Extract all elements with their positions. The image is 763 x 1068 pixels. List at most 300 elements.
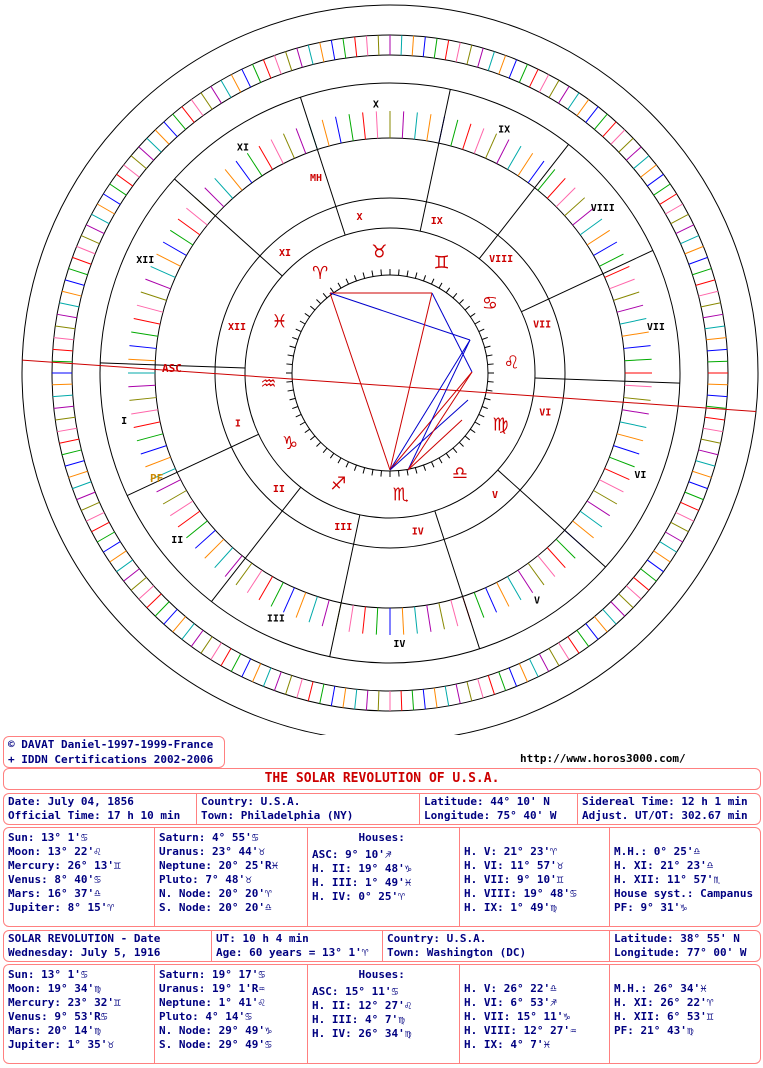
- tick-mark: [57, 428, 77, 431]
- center-tick-mark: [399, 269, 400, 275]
- inner-tick-mark: [620, 319, 646, 325]
- inner-tick-mark: [336, 117, 342, 143]
- zodiac-sign-glyph: ♐: [330, 473, 347, 495]
- tick-mark: [72, 257, 91, 264]
- position-entry: Mars: 16° 37'♎: [8, 887, 101, 900]
- tick-mark: [253, 664, 261, 682]
- inner-tick-mark: [415, 607, 418, 634]
- tick-mark: [124, 569, 140, 581]
- tick-mark: [201, 93, 212, 110]
- center-tick-mark: [290, 398, 296, 400]
- inner-house-label: I: [234, 418, 241, 430]
- position-entry: H. V: 26° 22'♎: [464, 982, 557, 995]
- center-tick-mark: [424, 465, 426, 471]
- inner-tick-mark: [538, 556, 555, 577]
- tick-mark: [191, 100, 203, 116]
- revolution-time-cell: [212, 931, 372, 961]
- tick-mark: [92, 522, 110, 531]
- center-tick-mark: [482, 407, 488, 409]
- aspect-line: [408, 340, 470, 470]
- inner-house-label: II: [272, 484, 285, 496]
- house-cusp-line: [330, 515, 360, 657]
- tick-mark: [423, 689, 425, 709]
- inner-tick-mark: [349, 605, 353, 632]
- inner-tick-mark: [129, 346, 156, 349]
- tick-mark: [55, 417, 75, 420]
- tick-mark: [689, 482, 708, 489]
- tick-mark: [81, 236, 99, 244]
- tick-mark: [59, 439, 79, 443]
- position-entry: PF: 9° 31'♑: [614, 901, 687, 914]
- zodiac-sign-glyph: ♊: [433, 252, 450, 274]
- inner-house-label: VI: [539, 407, 552, 419]
- house-label: XII: [136, 254, 155, 266]
- revolution-ut: UT: 10 h 4 min: [216, 932, 309, 945]
- title-box: [3, 768, 761, 790]
- tick-mark: [231, 75, 240, 93]
- inner-tick-mark: [376, 111, 377, 138]
- tick-mark: [308, 45, 313, 64]
- position-entry: H. XI: 21° 23'♎: [614, 859, 714, 872]
- tick-mark: [586, 624, 598, 640]
- center-tick-mark: [316, 299, 320, 303]
- inner-tick-mark: [236, 161, 252, 183]
- position-entry: PF: 21° 43'♍: [614, 1024, 694, 1037]
- position-entry: Neptune: 20° 25'R♓: [159, 859, 279, 872]
- house-label: III: [266, 613, 285, 625]
- position-entry: Moon: 13° 22'♌: [8, 845, 101, 858]
- tick-mark: [147, 594, 161, 608]
- inner-tick-mark: [427, 114, 431, 141]
- tick-mark: [155, 602, 169, 616]
- center-tick-mark: [415, 273, 417, 279]
- tick-mark: [242, 659, 251, 677]
- tick-mark: [173, 114, 186, 129]
- tick-mark: [685, 492, 704, 499]
- tick-mark: [221, 648, 231, 665]
- position-entry: M.H.: 26° 34'♓: [614, 982, 707, 995]
- revolution-houses-col-1: [308, 967, 415, 1042]
- center-tick-mark: [465, 306, 470, 310]
- tick-mark: [699, 291, 718, 296]
- zodiac-sign-glyph: ♋: [481, 293, 499, 315]
- tick-mark: [164, 609, 177, 624]
- tick-mark: [467, 682, 472, 701]
- inner-tick-mark: [271, 582, 283, 606]
- center-tick-mark: [482, 337, 488, 339]
- tick-mark: [705, 417, 725, 420]
- inner-tick-mark: [624, 346, 651, 349]
- house-label: II: [171, 535, 184, 547]
- tick-mark: [434, 688, 437, 708]
- tick-mark: [366, 690, 367, 710]
- tick-mark: [519, 664, 527, 682]
- inner-tick-mark: [137, 305, 163, 312]
- tick-mark: [499, 55, 506, 74]
- inner-tick-mark: [141, 292, 167, 300]
- position-entry: H. III: 1° 49'♓: [312, 876, 412, 889]
- tick-mark: [331, 686, 334, 706]
- tick-mark: [164, 122, 177, 137]
- tick-mark: [641, 569, 657, 581]
- inner-tick-mark: [402, 111, 403, 138]
- tick-mark: [529, 69, 538, 87]
- center-tick-mark: [323, 293, 327, 298]
- center-tick-mark: [363, 273, 365, 279]
- aspect-line: [408, 372, 472, 470]
- degree-ticks: [52, 35, 728, 711]
- tick-mark: [117, 560, 133, 572]
- revolution-town: Town: Washington (DC): [387, 946, 527, 959]
- center-tick-mark: [439, 283, 442, 288]
- center-tick-mark: [439, 458, 442, 463]
- tick-mark: [81, 502, 99, 510]
- position-entry: H. III: 4° 7'♍: [312, 1013, 405, 1026]
- tick-mark: [263, 668, 270, 687]
- inner-tick-mark: [128, 359, 155, 360]
- inner-house-label: V: [491, 489, 498, 501]
- inner-tick-mark: [620, 422, 646, 428]
- tick-mark: [665, 532, 682, 542]
- inner-tick-mark: [163, 242, 186, 256]
- inner-tick-mark: [296, 128, 306, 153]
- inner-tick-mark: [145, 279, 170, 289]
- inner-tick-mark: [609, 279, 634, 289]
- aspect-line: [390, 400, 468, 470]
- tick-mark: [103, 542, 120, 553]
- tick-mark: [654, 551, 671, 562]
- house-label: VIII: [590, 202, 615, 214]
- tick-mark: [692, 269, 711, 275]
- position-entry: Venus: 8° 40'♋: [8, 873, 101, 886]
- asc-label: ASC: [162, 362, 182, 375]
- tick-mark: [57, 314, 77, 317]
- position-entry: Neptune: 1° 41'♌: [159, 996, 265, 1009]
- center-tick-mark: [407, 271, 408, 277]
- tick-mark: [509, 60, 516, 79]
- inner-house-label: XI: [279, 248, 292, 260]
- inner-tick-mark: [624, 398, 651, 401]
- house-labels: [121, 99, 665, 649]
- tick-mark: [456, 42, 460, 62]
- tick-mark: [320, 42, 324, 62]
- natal-time: Official Time: 17 h 10 min: [8, 809, 181, 822]
- inner-tick-mark: [451, 120, 458, 146]
- tick-mark: [231, 654, 240, 672]
- position-entry: Uranus: 23° 44'♉: [159, 845, 265, 858]
- tick-mark: [676, 225, 694, 234]
- center-tick-mark: [459, 299, 463, 303]
- tick-mark: [703, 428, 723, 431]
- tick-mark: [467, 45, 472, 64]
- natal-country: Country: U.S.A.: [201, 795, 301, 808]
- revolution-info-box: [3, 930, 761, 962]
- tick-mark: [242, 69, 251, 87]
- center-tick-mark: [487, 390, 493, 391]
- center-tick-mark: [479, 329, 484, 332]
- inner-tick-mark: [605, 266, 630, 277]
- tick-mark: [519, 64, 527, 82]
- natal-date-cell: [4, 794, 184, 824]
- inner-tick-mark: [613, 446, 639, 454]
- revolution-date: Wednesday: July 5, 1916: [8, 946, 161, 959]
- center-tick-mark: [354, 275, 356, 281]
- tick-mark: [182, 107, 194, 123]
- tick-mark: [549, 648, 559, 665]
- tick-mark: [696, 280, 715, 286]
- position-entry: H. II: 12° 27'♌: [312, 999, 412, 1012]
- inner-tick-mark: [556, 539, 575, 558]
- tick-mark: [539, 75, 548, 93]
- inner-tick-mark: [163, 491, 186, 505]
- revolution-header: SOLAR REVOLUTION - Date: [8, 932, 161, 945]
- position-entry: H. IV: 0° 25'♈: [312, 890, 405, 903]
- tick-mark: [211, 86, 222, 103]
- inner-tick-mark: [129, 398, 156, 401]
- house-label: X: [372, 99, 379, 111]
- tick-mark: [445, 40, 448, 60]
- inner-house-label: X: [356, 211, 363, 223]
- tick-mark: [634, 156, 649, 169]
- inner-tick-mark: [486, 588, 497, 613]
- center-tick-mark: [292, 407, 298, 409]
- tick-mark: [568, 93, 579, 110]
- tick-mark: [401, 35, 402, 55]
- tick-mark: [221, 80, 231, 97]
- position-entry: H. XII: 11° 57'♏: [614, 873, 720, 886]
- tick-mark: [52, 384, 72, 385]
- center-tick-mark: [415, 468, 417, 474]
- mh-label: MH: [310, 173, 323, 184]
- inner-tick-mark: [556, 188, 575, 207]
- inner-tick-mark: [271, 140, 283, 164]
- inner-tick-mark: [170, 230, 193, 245]
- tick-mark: [110, 551, 127, 562]
- credits-line-1: © DAVAT Daniel-1997-1999-France: [8, 738, 214, 751]
- inner-tick-mark: [215, 178, 233, 198]
- tick-mark: [308, 682, 313, 701]
- natal-info-box: [3, 793, 761, 825]
- tick-mark: [117, 174, 133, 186]
- position-entry: Saturn: 4° 55'♋: [159, 831, 259, 844]
- tick-mark: [703, 314, 723, 317]
- inner-tick-mark: [145, 457, 170, 467]
- zodiac-sign-glyph: ♍: [492, 414, 509, 436]
- tick-mark: [671, 214, 689, 223]
- tick-mark: [568, 637, 579, 654]
- tick-mark: [529, 659, 538, 677]
- tick-mark: [286, 675, 292, 694]
- inner-house-label: IX: [430, 215, 443, 227]
- inner-tick-mark: [186, 208, 207, 225]
- revolution-houses-col-3: [610, 981, 717, 1039]
- inner-tick-mark: [322, 600, 329, 626]
- tick-mark: [286, 52, 292, 71]
- natal-positions-box: [3, 827, 761, 927]
- inner-tick-mark: [486, 134, 497, 159]
- inner-tick-mark: [587, 230, 610, 245]
- credits-line-2: + IDDN Certifications 2002-2006: [8, 753, 214, 766]
- tick-mark: [147, 138, 161, 152]
- inner-tick-mark: [131, 332, 158, 336]
- position-entry: H. IX: 1° 49'♍: [464, 901, 557, 914]
- tick-mark: [69, 471, 88, 477]
- zodiac-sign-glyph: ♑: [281, 432, 299, 454]
- inner-house-label: IV: [411, 526, 424, 538]
- tick-mark: [478, 48, 484, 67]
- inner-tick-mark: [547, 548, 565, 568]
- tick-mark: [689, 257, 708, 264]
- tick-mark: [626, 586, 641, 599]
- tick-mark: [660, 194, 677, 205]
- inner-tick-mark: [617, 305, 643, 312]
- center-tick-mark: [446, 288, 449, 293]
- inner-tick-mark: [497, 140, 509, 164]
- tick-mark: [488, 52, 494, 71]
- natal-longitude: Longitude: 75° 40' W: [424, 809, 557, 822]
- center-tick-mark: [381, 471, 382, 477]
- natal-place-cell: [197, 794, 357, 824]
- inner-tick-mark: [617, 434, 643, 441]
- revolution-date-cell: [4, 931, 164, 961]
- tick-mark: [69, 269, 88, 275]
- position-entry: M.H.: 0° 25'♎: [614, 845, 701, 858]
- inner-tick-mark: [134, 422, 160, 428]
- tick-mark: [355, 37, 357, 57]
- tick-mark: [701, 439, 721, 443]
- site-url[interactable]: http://www.horos3000.com/: [520, 752, 686, 765]
- center-tick-mark: [330, 288, 333, 293]
- house-label: VII: [646, 322, 665, 334]
- revolution-positions-box: [3, 964, 761, 1064]
- center-tick-mark: [399, 471, 400, 477]
- zodiac-sign-glyph: ♈: [311, 263, 329, 285]
- revolution-planets-col-2: [155, 967, 276, 1053]
- position-entry: H. VIII: 12° 27'♒: [464, 1024, 577, 1037]
- inner-tick-mark: [599, 480, 623, 492]
- tick-mark: [343, 688, 346, 708]
- tick-mark: [708, 384, 728, 385]
- position-entry: Pluto: 7° 48'♉: [159, 873, 252, 886]
- center-tick-mark: [305, 429, 310, 432]
- aspect-line: [330, 293, 390, 470]
- inner-tick-mark: [363, 607, 366, 634]
- position-entry: H. VI: 6° 53'♐: [464, 996, 557, 1009]
- zodiac-sign-glyph: ♎: [451, 462, 469, 484]
- house-label: I: [121, 415, 128, 427]
- tick-mark: [343, 38, 346, 58]
- tick-mark: [701, 303, 721, 307]
- house-cusp-line: [535, 378, 680, 383]
- inner-tick-mark: [205, 188, 224, 207]
- inner-tick-mark: [439, 603, 445, 629]
- inner-tick-mark: [296, 592, 306, 617]
- tick-mark: [124, 165, 140, 177]
- tick-mark: [401, 691, 402, 711]
- position-entry: H. VI: 11° 57'♉: [464, 859, 564, 872]
- position-entry: House syst.: Campanus: [614, 887, 754, 900]
- aspect-lines: [330, 293, 472, 470]
- inner-tick-mark: [622, 332, 649, 336]
- tick-mark: [86, 512, 104, 521]
- house-cusp-line: [420, 89, 450, 231]
- inner-house-label: III: [334, 522, 353, 534]
- tick-mark: [77, 246, 96, 253]
- tick-mark: [707, 395, 727, 396]
- revolution-latitude: Latitude: 38° 55' N: [614, 932, 740, 945]
- inner-tick-mark: [283, 588, 294, 613]
- tick-mark: [445, 686, 448, 706]
- inner-tick-mark: [178, 219, 200, 235]
- tick-mark: [59, 303, 79, 307]
- zodiac-sign-glyph: ♉: [371, 241, 388, 263]
- tick-mark: [92, 214, 110, 223]
- tick-mark: [65, 280, 84, 286]
- inner-tick-mark: [451, 600, 458, 626]
- inner-tick-mark: [131, 410, 158, 414]
- tick-mark: [660, 542, 677, 553]
- position-entry: H. XI: 26° 22'♈: [614, 996, 714, 1009]
- inner-house-label: XII: [227, 322, 247, 334]
- inner-tick-mark: [247, 153, 262, 176]
- house-label: XI: [236, 142, 249, 154]
- tick-mark: [378, 35, 379, 55]
- inner-tick-mark: [195, 530, 215, 548]
- tick-mark: [173, 617, 186, 632]
- center-tick-mark: [475, 422, 480, 425]
- tick-mark: [53, 349, 73, 350]
- tick-mark: [139, 147, 154, 160]
- inner-tick-mark: [622, 410, 649, 414]
- tick-mark: [423, 37, 425, 57]
- inner-tick-mark: [205, 539, 224, 558]
- aspect-line: [330, 293, 470, 340]
- page-title: THE SOLAR REVOLUTION OF U.S.A.: [264, 771, 500, 786]
- center-tick-mark: [479, 414, 484, 417]
- tick-mark: [647, 560, 663, 572]
- inner-tick-mark: [497, 582, 509, 606]
- tick-mark: [676, 512, 694, 521]
- credits-box: [3, 736, 225, 768]
- inner-tick-mark: [322, 120, 329, 146]
- tick-mark: [539, 654, 548, 672]
- tick-mark: [647, 174, 663, 186]
- tick-mark: [499, 672, 506, 691]
- tick-mark: [297, 48, 303, 67]
- inner-tick-mark: [609, 457, 634, 467]
- position-entry: Sun: 13° 1'♋: [8, 831, 88, 844]
- center-tick-mark: [363, 468, 365, 474]
- tick-mark: [201, 637, 212, 654]
- center-tick-mark: [453, 448, 457, 453]
- tick-mark: [559, 643, 570, 660]
- inner-tick-mark: [594, 242, 617, 256]
- position-entry: H. V: 21° 23'♈: [464, 845, 557, 858]
- tick-mark: [378, 691, 379, 711]
- tick-mark: [692, 471, 711, 477]
- position-entry: Sun: 13° 1'♋: [8, 968, 88, 981]
- tick-mark: [412, 690, 413, 710]
- natal-latitude: Latitude: 44° 10' N: [424, 795, 550, 808]
- center-tick-mark: [470, 313, 475, 316]
- tick-mark: [62, 291, 81, 296]
- inner-tick-mark: [225, 169, 242, 190]
- position-entry: H. IX: 4° 7'♓: [464, 1038, 551, 1051]
- tick-mark: [103, 194, 120, 205]
- tick-mark: [478, 679, 484, 698]
- natal-town: Town: Philadelphia (NY): [201, 809, 354, 822]
- position-entry: Venus: 9° 53'R♋: [8, 1010, 108, 1023]
